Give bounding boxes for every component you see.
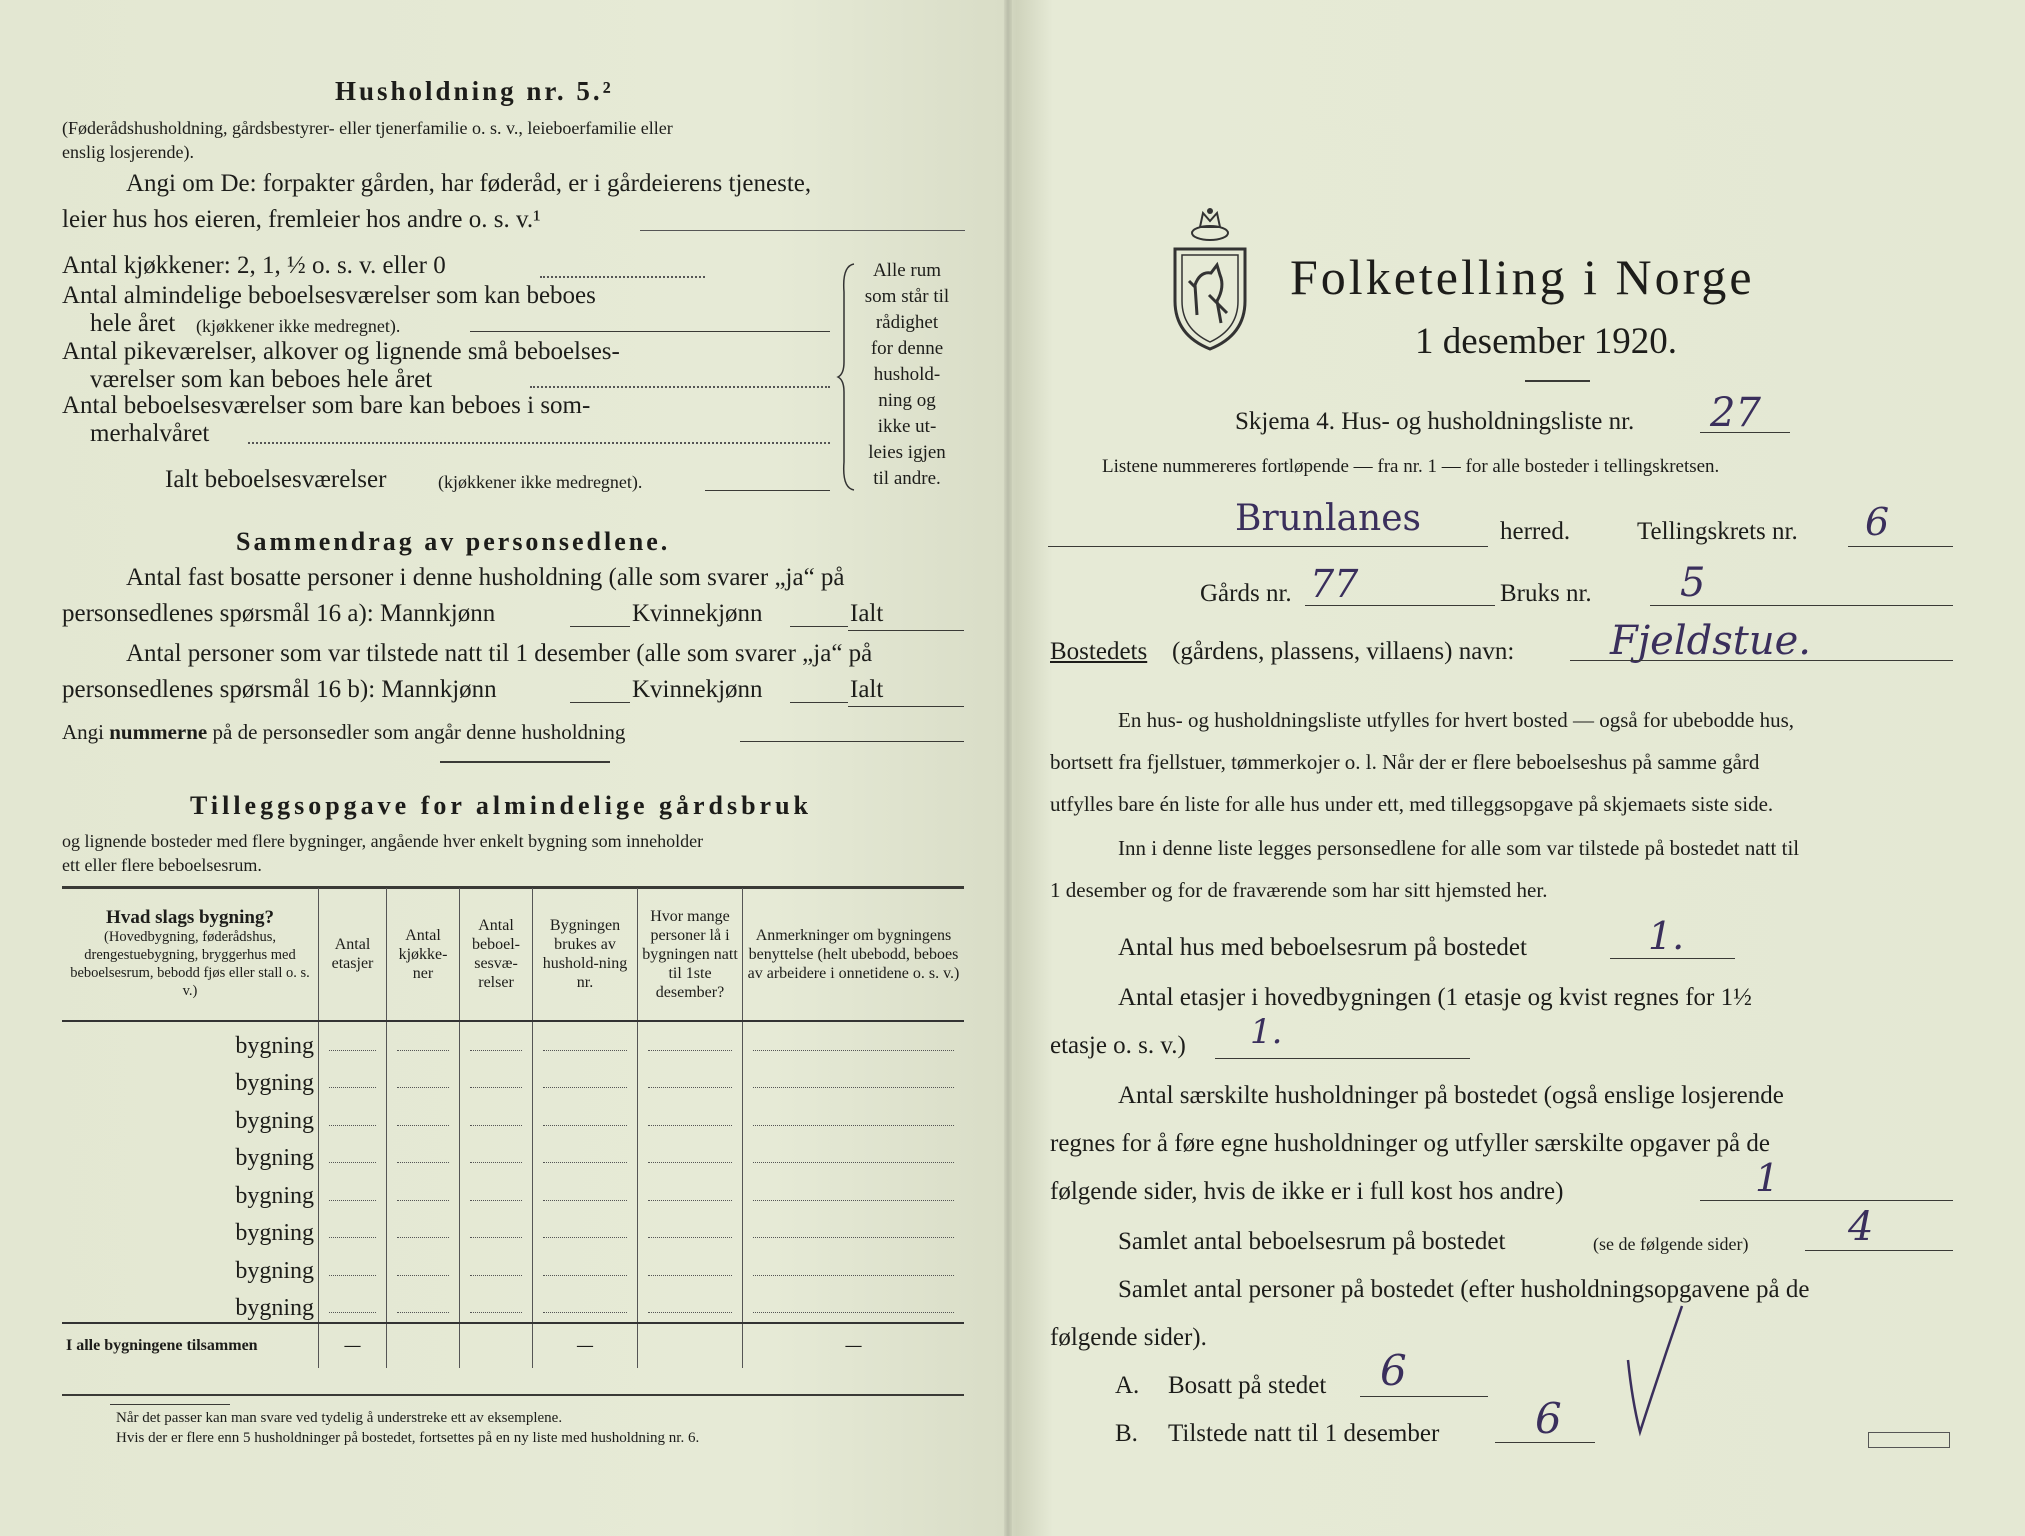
instruction-2: bortsett fra fjellstuer, tømmerkojer o. l. Når der er flere beboelseshus på samme gård: [1050, 750, 1760, 774]
rooms-summer: Antal beboelsesværelser som bare kan beboes i som-: [62, 392, 591, 419]
cell: [533, 1097, 638, 1135]
cell: [533, 1285, 638, 1324]
cell: [319, 1172, 387, 1210]
table-row: [62, 1060, 964, 1098]
cell: [387, 1247, 460, 1285]
checkmark-icon: [1620, 1300, 1690, 1440]
q-hush-line1: Antal særskilte husholdninger på bostedet (også enslige losjerende: [1118, 1082, 1784, 1109]
bosted-value: Fjeldstue.: [1610, 618, 1811, 664]
total-kitchens: [387, 1323, 460, 1368]
cell: [533, 1021, 638, 1060]
cell: [460, 1285, 533, 1324]
listene-note: Listene nummereres fortløpende — fra nr. 1 — for alle bosteder i tellingskretsen.: [1102, 456, 1720, 477]
a-label: A.: [1115, 1372, 1140, 1399]
a-value: 6: [1380, 1346, 1407, 1395]
angi-nummer-bold: nummerne: [109, 720, 208, 744]
col-persons: Hvor mange personer lå i bygningen natt til 1ste desember?: [638, 888, 743, 1021]
q-etasjer-line: [1215, 1058, 1470, 1059]
col-floors: Antal etasjer: [319, 888, 387, 1021]
col-household-nr: Bygningen brukes av hushold-ning nr.: [533, 888, 638, 1021]
footnote-1: Når det passer kan man svare ved tydelig å understreke ett av eksemplene.: [116, 1410, 563, 1426]
cell: [743, 1210, 965, 1248]
q-hush-value: 1: [1755, 1156, 1780, 1200]
footnote-2: Hvis der er flere enn 5 husholdninger på bostedet, fortsettes på en ny liste med husholdning nr. 6.: [116, 1430, 700, 1446]
b-line: [1495, 1442, 1595, 1443]
herred-value: Brunlanes: [1235, 498, 1421, 539]
cell: [460, 1210, 533, 1248]
table-row: [62, 1210, 964, 1248]
cell: [638, 1285, 743, 1324]
cell: [319, 1097, 387, 1135]
cell: [638, 1247, 743, 1285]
a-line: [1360, 1396, 1488, 1397]
skjema-nr: 27: [1710, 390, 1761, 436]
bruks-line: [1650, 605, 1953, 606]
col-building-type-sub: (Hovedbygning, føderådshus, drengestuebygning, bryggerhus med beboelsesrum, bebodd fjøs eller stall o. s. v.): [70, 929, 310, 999]
side-note-line: som står til: [864, 286, 950, 307]
cell: [743, 1285, 965, 1324]
side-note-line: ikke ut-: [877, 416, 937, 437]
q-rum-line: [1805, 1250, 1953, 1251]
summary-line-2: personsedlenes spørsmål 16 a): Mannkjønn: [62, 600, 496, 627]
table-total-row: [62, 1323, 964, 1368]
summary-heading: Sammendrag av personsedlene.: [236, 527, 671, 556]
q-etasjer-value: 1.: [1250, 1012, 1283, 1052]
angi-nummer-line: [740, 741, 964, 742]
census-date: 1 desember 1920.: [1415, 321, 1678, 362]
table-header-row: [62, 888, 964, 1021]
ialt-line: [705, 490, 830, 491]
cell: [319, 1210, 387, 1248]
cell: [387, 1097, 460, 1135]
cell: [460, 1247, 533, 1285]
cell: [319, 1247, 387, 1285]
b-text: Tilstede natt til 1 desember: [1168, 1420, 1440, 1447]
female-line-2: [790, 702, 848, 703]
footnote-rule: [110, 1404, 230, 1405]
gards-line: [1305, 605, 1495, 606]
tillegg-intro-1: og lignende bosteder med flere bygninger, angående hver enkelt bygning som inneholder: [62, 831, 704, 851]
side-note: [862, 258, 952, 492]
cell: [387, 1210, 460, 1248]
tillegg-intro-2: ett eller flere beboelsesrum.: [62, 855, 262, 875]
male-line-2: [570, 702, 630, 703]
total-household: —: [533, 1323, 638, 1368]
angi-nummer-pre: Angi: [62, 720, 110, 744]
male-line: [570, 626, 630, 627]
cell: [533, 1172, 638, 1210]
herred-line: [1048, 546, 1488, 547]
rooms-kitchens-dots: [540, 276, 705, 278]
total-label: Ialt: [850, 600, 884, 627]
cell: [460, 1135, 533, 1173]
col-rooms: Antal beboel-sesvæ-relser: [460, 888, 533, 1021]
total-remarks: —: [743, 1323, 965, 1368]
side-note-line: leies igjen: [868, 442, 946, 463]
herred-label: herred.: [1500, 518, 1571, 545]
female-label: Kvinnekjønn: [632, 600, 763, 627]
cell: [533, 1210, 638, 1248]
cell: [743, 1172, 965, 1210]
angi-om-line2: leier hus hos eieren, fremleier hos andre o. s. v.¹: [62, 206, 541, 233]
angi-nummer: [62, 720, 625, 745]
side-note-line: for denne: [870, 338, 944, 359]
skjema-label: Skjema 4. Hus- og husholdningsliste nr.: [1235, 408, 1635, 435]
cell: [533, 1135, 638, 1173]
cell: [460, 1021, 533, 1060]
cell: [533, 1060, 638, 1098]
angi-om-line1: Angi om De: forpakter gården, har føderåd, er i gårdeierens tjeneste,: [126, 170, 812, 197]
instruction-4: Inn i denne liste legges personsedlene for alle som var tilstede på bostedet natt til: [1118, 836, 1800, 860]
cell: [319, 1285, 387, 1324]
rooms-summer-dots: [248, 442, 830, 444]
q-hush-line2: regnes for å føre egne husholdninger og utfyller særskilte opgaver på de: [1050, 1130, 1770, 1157]
female-line: [790, 626, 848, 627]
q-pers-line1: Samlet antal personer på bostedet (efter husholdningsopgavene på de: [1118, 1276, 1810, 1303]
instruction-3: utfylles bare én liste for alle hus under ett, med tilleggsopgave på skjemaets siste side.: [1050, 792, 1774, 816]
cell: [743, 1021, 965, 1060]
b-value: 6: [1535, 1394, 1562, 1443]
total-label-2: Ialt: [850, 676, 884, 703]
table-row: [62, 1097, 964, 1135]
cell: [638, 1210, 743, 1248]
table-row: [62, 1172, 964, 1210]
bruks-value: 5: [1680, 560, 1706, 606]
rooms-small: Antal pikeværelser, alkover og lignende små beboelses-: [62, 338, 620, 365]
total-floors: —: [319, 1323, 387, 1368]
q-pers-line2: følgende sider).: [1050, 1324, 1207, 1351]
cell: [387, 1060, 460, 1098]
cell: [638, 1135, 743, 1173]
summary-line-1: Antal fast bosatte personer i denne husholdning (alle som svarer „ja“ på: [126, 564, 845, 591]
female-label-2: Kvinnekjønn: [632, 676, 763, 703]
cell: [460, 1060, 533, 1098]
rooms-kitchen-note: (kjøkkener ikke medregnet).: [196, 316, 401, 336]
tellingskrets-value: 6: [1865, 500, 1890, 544]
col-remarks: Anmerkninger om bygningens benyttelse (helt ubebodd, beboes av arbeidere i onnetidene o. s. v.): [743, 888, 965, 1021]
bruks-label: Bruks nr.: [1500, 580, 1592, 607]
instruction-5: 1 desember og for de fraværende som har sitt hjemsted her.: [1050, 878, 1548, 902]
angi-nummer-post: på de personsedler som angår denne husholdning: [207, 720, 626, 744]
intro-note-2: enslig losjerende).: [62, 142, 194, 162]
total-line: [848, 630, 964, 631]
side-note-line: Alle rum: [872, 260, 942, 281]
instruction-1: En hus- og husholdningsliste utfylles for hvert bosted — også for ubebodde hus,: [1118, 708, 1794, 732]
row-label: bygning: [235, 1182, 314, 1209]
col-kitchens: Antal kjøkke-ner: [387, 888, 460, 1021]
household-heading: Husholdning nr. 5.²: [335, 76, 614, 106]
cell: [743, 1135, 965, 1173]
rooms-ordinary-line: [470, 331, 830, 332]
cell: [638, 1172, 743, 1210]
row-label: bygning: [235, 1032, 314, 1059]
cell: [319, 1060, 387, 1098]
cell: [638, 1097, 743, 1135]
a-text: Bosatt på stedet: [1168, 1372, 1327, 1399]
q-hus-label: Antal hus med beboelsesrum på bostedet: [1118, 934, 1527, 961]
side-note-line: til andre.: [873, 468, 941, 489]
table-row: [62, 1135, 964, 1173]
cell: [743, 1097, 965, 1135]
cell: [743, 1060, 965, 1098]
cell: [638, 1021, 743, 1060]
row-label: bygning: [235, 1070, 314, 1096]
col-building-type: [62, 888, 319, 1021]
cell: [387, 1172, 460, 1210]
bosted-label: Bostedets: [1050, 638, 1148, 665]
total-line-2: [848, 706, 964, 707]
rooms-summer-2: merhalvåret: [90, 420, 210, 447]
table-row: [62, 1285, 964, 1324]
cell: [533, 1247, 638, 1285]
cell: [319, 1135, 387, 1173]
col-building-type-title: Hvad slags bygning?: [106, 907, 274, 928]
intro-note-1: (Føderådshusholdning, gårdsbestyrer- eller tjenerfamilie o. s. v., leieboerfamilie eller: [62, 118, 673, 138]
cell: [387, 1021, 460, 1060]
q-etasjer-line2: etasje o. s. v.): [1050, 1032, 1186, 1059]
gards-value: 77: [1310, 562, 1359, 606]
side-note-line: hushold-: [873, 364, 941, 385]
tellingskrets-line: [1848, 546, 1953, 547]
total-rooms: [460, 1323, 533, 1368]
gards-label: Gårds nr.: [1200, 580, 1292, 607]
bosted-line: [1570, 660, 1953, 661]
row-label: bygning: [235, 1257, 314, 1284]
table-row: [62, 1247, 964, 1285]
row-label: bygning: [235, 1107, 314, 1134]
separator: [440, 761, 610, 763]
cell: [460, 1097, 533, 1135]
angi-om-answer-line: [640, 230, 965, 231]
brace-icon: [836, 262, 856, 492]
q-rum-value: 4: [1848, 1204, 1874, 1250]
table-row: [62, 1021, 964, 1060]
summary-line-5: personsedlenes spørsmål 16 b): Mannkjønn: [62, 676, 497, 703]
tellingskrets-label: Tellingskrets nr.: [1637, 518, 1798, 545]
bosted-label-rest: (gårdens, plassens, villaens) navn:: [1172, 638, 1515, 665]
q-hush-line3: følgende sider, hvis de ikke er i full kost hos andre): [1050, 1178, 1564, 1205]
rooms-ordinary: Antal almindelige beboelsesværelser som kan beboes: [62, 282, 596, 309]
rooms-kitchens: Antal kjøkkener: 2, 1, ½ o. s. v. eller 0: [62, 252, 446, 279]
ialt-label: Ialt beboelsesværelser: [165, 466, 387, 493]
page-fold: [1004, 0, 1012, 1536]
cell: [460, 1172, 533, 1210]
b-label: B.: [1115, 1420, 1138, 1447]
building-table: [62, 888, 964, 1368]
coat-of-arms-icon: [1165, 205, 1255, 353]
cell: [638, 1060, 743, 1098]
title-separator: [1525, 380, 1590, 382]
cell: [743, 1247, 965, 1285]
cell: [387, 1135, 460, 1173]
ialt-note: (kjøkkener ikke medregnet).: [438, 472, 643, 492]
printer-stamp: [1868, 1432, 1950, 1448]
q-rum-note: (se de følgende sider): [1593, 1234, 1749, 1254]
summary-line-4: Antal personer som var tilstede natt til 1 desember (alle som svarer „ja“ på: [126, 640, 873, 667]
tillegg-heading: Tilleggsopgave for almindelige gårdsbruk: [190, 791, 813, 820]
skjema-line: [1700, 432, 1790, 433]
side-note-line: rådighet: [875, 312, 939, 333]
q-hus-value: 1.: [1648, 914, 1685, 958]
total-persons: [638, 1323, 743, 1368]
table-bottom-rule: [62, 1394, 964, 1396]
cell: [387, 1285, 460, 1324]
q-etasjer-line1: Antal etasjer i hovedbygningen (1 etasje og kvist regnes for 1½: [1118, 984, 1752, 1011]
total-row-label: I alle bygningene tilsammen: [62, 1323, 319, 1368]
rooms-small-2: værelser som kan beboes hele året: [90, 366, 433, 393]
q-hush-line: [1700, 1200, 1953, 1201]
cell: [319, 1021, 387, 1060]
q-hus-line: [1610, 958, 1735, 959]
rooms-small-dots: [530, 386, 830, 388]
row-label: bygning: [235, 1145, 314, 1171]
row-label: bygning: [235, 1295, 314, 1321]
rooms-whole-year: hele året: [90, 310, 176, 337]
row-label: bygning: [235, 1220, 314, 1246]
side-note-line: ning og: [878, 390, 936, 411]
q-rum-label: Samlet antal beboelsesrum på bostedet: [1118, 1228, 1506, 1255]
census-title: Folketelling i Norge: [1290, 249, 1755, 305]
